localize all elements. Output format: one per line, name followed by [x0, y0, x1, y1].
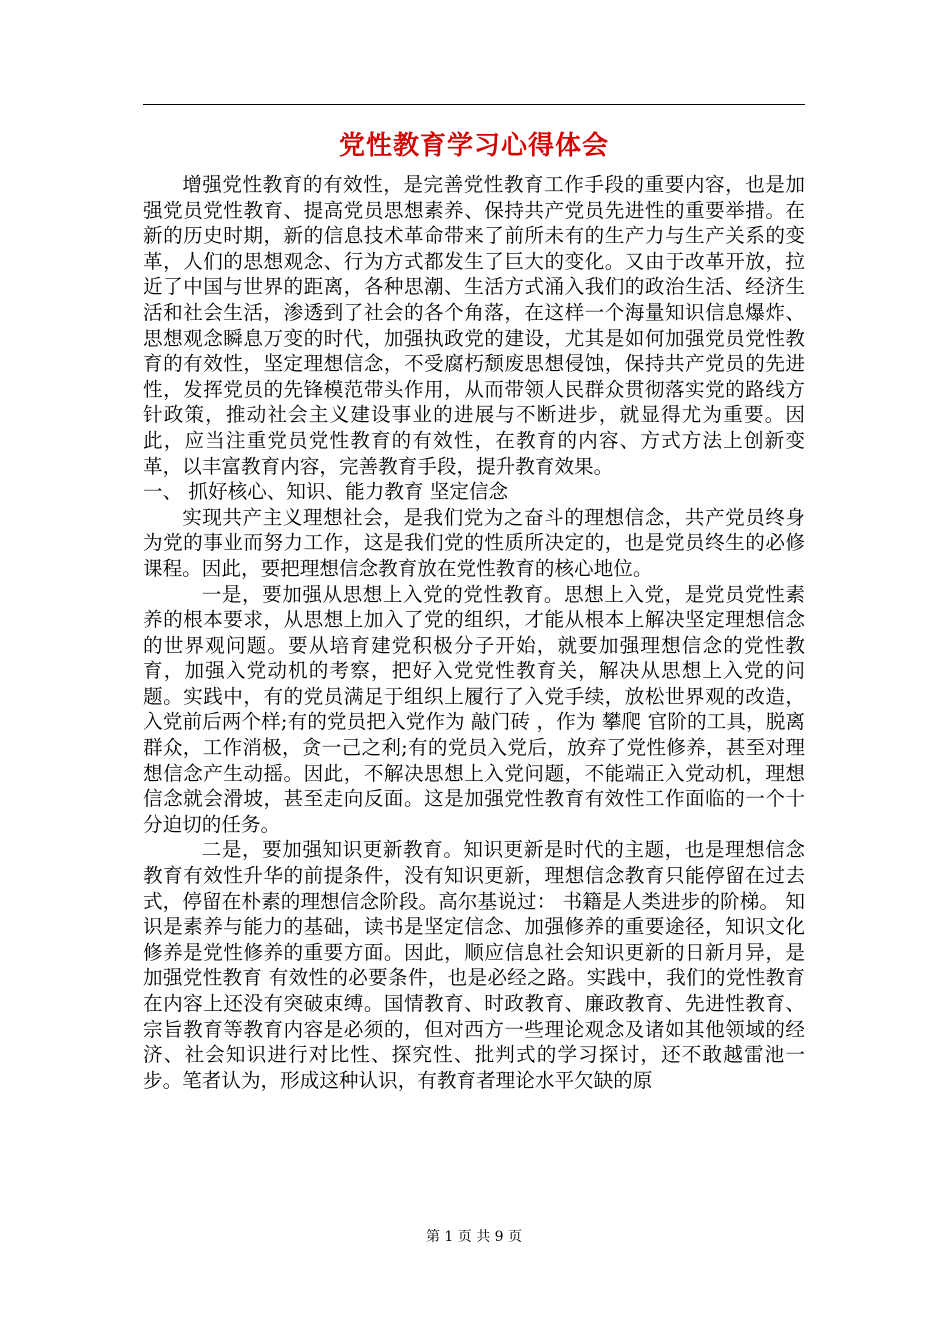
section-heading: 一、 抓好核心、知识、能力教育 坚定信念 [143, 480, 509, 504]
body-paragraph: 二是，要加强知识更新教育。知识更新是时代的主题，也是理想信念教育有效性升华的前提条件，没有知识更新，理想信念教育只能停留在过去式，停留在朴素的理想信念阶段。高尔基说过： 书籍是人类进步的阶梯。 知识是素养与能力的基础，读书是坚定信念、加强修养的重要途径，知识文化修养是党性修养的重要方面。因此，顺应信息社会知识更新的日新月异，是加强党性教育 有效性的必要条件，也是必经之路。实践中，我们的党性教育在内容上还没有突破束缚。国情教育、时政教育、廉政教育、先进性教育、宗旨教育等教育内容是必须的，但对西方一些理论观念及诸如其他领域的经济、社会知识进行对比性、探究性、批判式的学习探讨，还不敢越雷池一步。笔者认为，形成这种认识，有教育者理论水平欠缺的原 [143, 838, 805, 1092]
document-title: 党性教育学习心得体会 [338, 131, 609, 161]
header-divider [143, 104, 805, 105]
document-body [143, 172, 805, 1093]
body-paragraph: 实现共产主义理想社会，是我们党为之奋斗的理想信念，共产党员终身为党的事业而努力工作，这是我们党的性质所决定的，也是党员终生的必修课程。因此，要把理想信念教育放在党性教育的核心地位。 [143, 505, 805, 580]
body-paragraph: 一是，要加强从思想上入党的党性教育。思想上入党，是党员党性素养的根本要求，从思想上加入了党的组织，才能从根本上解决坚定理想信念的世界观问题。要从培育建党积极分子开始，就要加强理想信念的党性教育，加强入党动机的考察，把好入党党性教育关，解决从思想上入党的问题。实践中，有的党员满足于组织上履行了入党手续，放松世界观的改造，入党前后两个样;有的党员把入党作为 敲门砖 ，作为 攀爬 官阶的工具，脱离群众，工作消极，贪一己之利;有的党员入党后，放弃了党性修养，甚至对理想信念产生动摇。因此，不解决思想上入党问题，不能端正入党动机，理想信念就会滑坡，甚至走向反面。这是加强党性教育有效性工作面临的一个十分迫切的任务。 [143, 582, 805, 836]
intro-paragraph: 增强党性教育的有效性，是完善党性教育工作手段的重要内容，也是加强党员党性教育、提高党员思想素养、保持共产党员先进性的重要举措。在新的历史时期，新的信息技术革命带来了前所未有的生产力与生产关系的变革，人们的思想观念、行为方式都发生了巨大的变化。又由于改革开放，拉近了中国与世界的距离，各种思潮、生活方式涌入我们的政治生活、经济生活和社会生活，渗透到了社会的各个角落，在这样一个海量知识信息爆炸、思想观念瞬息万变的时代，加强执政党的建设，尤其是如何加强党员党性教育的有效性，坚定理想信念，不受腐朽颓废思想侵蚀，保持共产党员的先进性，发挥党员的先锋模范带头作用，从而带领人民群众贯彻落实党的路线方针政策，推动社会主义建设事业的进展与不断进步，就显得尤为重要。因此，应当注重党员党性教育的有效性，在教育的内容、方式方法上创新变革，以丰富教育内容，完善教育手段，提升教育效果。 [143, 173, 805, 478]
page-number-footer: 第 1 页 共 9 页 [425, 1229, 523, 1245]
